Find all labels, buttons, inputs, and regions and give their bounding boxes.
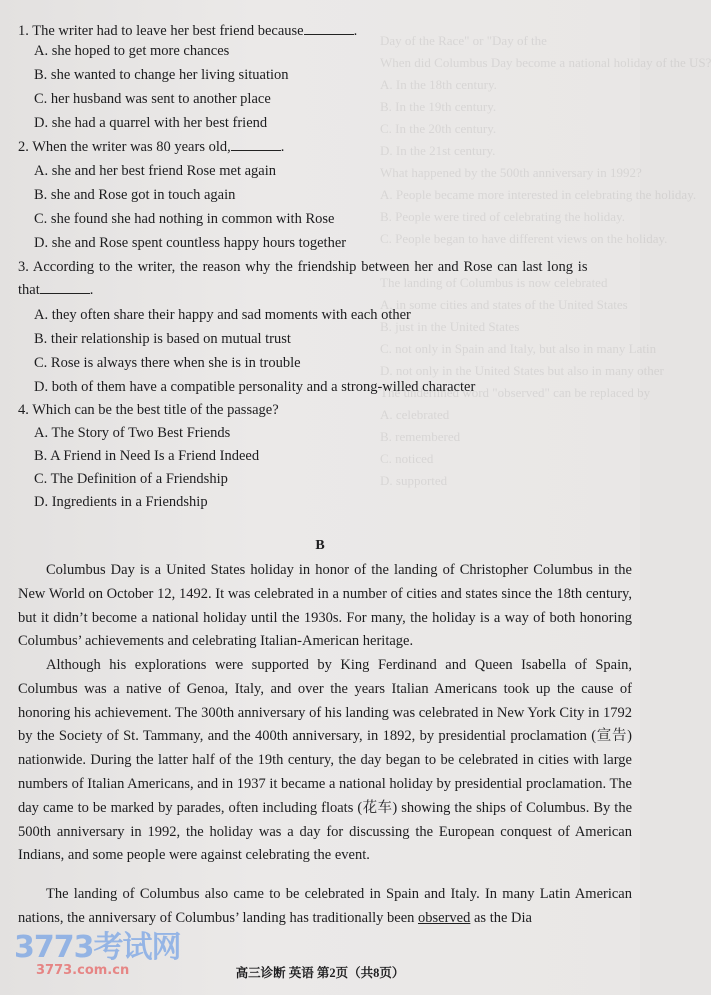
bleed-through-line: Day of the Race" or "Day of the [380,33,547,48]
question-4-option-c: C. The Definition of a Friendship [34,471,228,487]
bleed-through-line: C. not only in Spain and Italy, but also in many Latin [380,341,657,356]
bleed-through-line: C. In the 20th century. [380,121,497,136]
watermark-brand: 3773考试网 [14,930,181,965]
question-2-option-a: A. she and her best friend Rose met again [34,163,276,179]
question-1-option-b: B. she wanted to change her living situation [34,67,289,83]
question-4-stem: 4. Which can be the best title of the passage? [18,402,279,418]
bleed-through-line: B. just in the United States [380,319,520,334]
bleed-through-line: When did Columbus Day become a national holiday of the US? [380,55,711,70]
bleed-through-line: C. noticed [380,451,434,466]
question-4-option-d: D. Ingredients in a Friendship [34,494,208,510]
bleed-through-line: A. in some cities and states of the United States [380,297,628,312]
answer-blank [304,22,354,35]
question-2-stem: 2. When the writer was 80 years old, . [18,139,285,155]
bleed-through-line: B. remembered [380,429,461,444]
bleed-through-line: A. celebrated [380,407,450,422]
question-3-option-d: D. both of them have a compatible personality and a strong-willed character [34,379,476,395]
question-4-option-b: B. A Friend in Need Is a Friend Indeed [34,448,260,464]
passage-paragraph-2: Although his explorations were supported by King Ferdinand and Queen Isabella of Spain, Columbus was a native of Genoa, Italy, and over the years Italian Americans took up the cause of honoring his achievement. The 300th anniversary of his landing was celebrated in New York City in 1792 by the Society of St. Tammany, and the 400th anniversary, in 1892, by presidential proclamation (宣告) nationwide. During the latter half of the 19th century, the day began to be celebrated in cities with large numbers of Italian Americans, and in 1937 it became a national holiday by presidential proclamation. The day came to be marked by parades, often including floats (花车) showing the ships of Columbus. By the 500th anniversary in 1992, the holiday was a day for discussing the European conquest of American Indians, and some people were against celebrating the event. [18,657,632,864]
bleed-through-line: D. In the 21st century. [380,143,496,158]
bleed-through-line: A. People became more interested in celebrating the holiday. [380,187,697,202]
section-title: B [315,538,325,553]
bleed-through-line: The landing of Columbus is now celebrated [380,275,608,290]
passage-paragraph-3: The landing of Columbus also came to be celebrated in Spain and Italy. In many Latin American nations, the anniversary of Columbus’ landing has traditionally been observed as the Dia [18,886,632,926]
question-2-option-c: C. she found she had nothing in common with Rose [34,211,335,227]
bleed-through-line: B. People were tired of celebrating the holiday. [380,209,625,224]
bleed-through-line: What happened by the 500th anniversary in 1992? [380,165,642,180]
question-3-option-c: C. Rose is always there when she is in trouble [34,355,301,371]
answer-blank [40,281,90,294]
bleed-through-line: The underlined word "observed" can be replaced by [380,385,651,400]
watermark-url: 3773.com.cn [36,963,130,978]
question-2-option-b: B. she and Rose got in touch again [34,187,236,203]
page-footer: 高三诊断 英语 第2页（共8页） [235,966,405,980]
question-3-stem-line2: that . [18,282,94,298]
question-3-stem: 3. According to the writer, the reason why the friendship between her and Rose can last long is [18,259,588,275]
question-4-option-a: A. The Story of Two Best Friends [34,425,231,441]
passage-paragraph-1: Columbus Day is a United States holiday in honor of the landing of Christopher Columbus in the New World on October 12, 1492. It was celebrated in a number of cities and states since the 18th century, but it didn’t become a national holiday until the 1930s. For many, the holiday is a way of both honoring Columbus’ achievements and celebrating Italian-American heritage. [18,562,632,650]
question-3-option-a: A. they often share their happy and sad moments with each other [34,307,411,323]
question-1-stem: 1. The writer had to leave her best friend because . [18,23,358,39]
question-1-option-a: A. she hoped to get more chances [34,43,230,59]
question-2-option-d: D. she and Rose spent countless happy hours together [34,235,347,251]
bleed-through-line: D. supported [380,473,448,488]
question-3-option-b: B. their relationship is based on mutual trust [34,331,291,347]
underlined-word: observed [418,909,471,926]
question-1-option-c: C. her husband was sent to another place [34,91,271,107]
question-1-option-d: D. she had a quarrel with her best friend [34,115,268,131]
bleed-through-line: C. People began to have different views on the holiday. [380,231,668,246]
bleed-through-line: B. In the 19th century. [380,99,497,114]
answer-blank [231,138,281,151]
bleed-through-line: D. not only in the United States but also in many other [380,363,664,378]
bleed-through-line: A. In the 18th century. [380,77,497,92]
